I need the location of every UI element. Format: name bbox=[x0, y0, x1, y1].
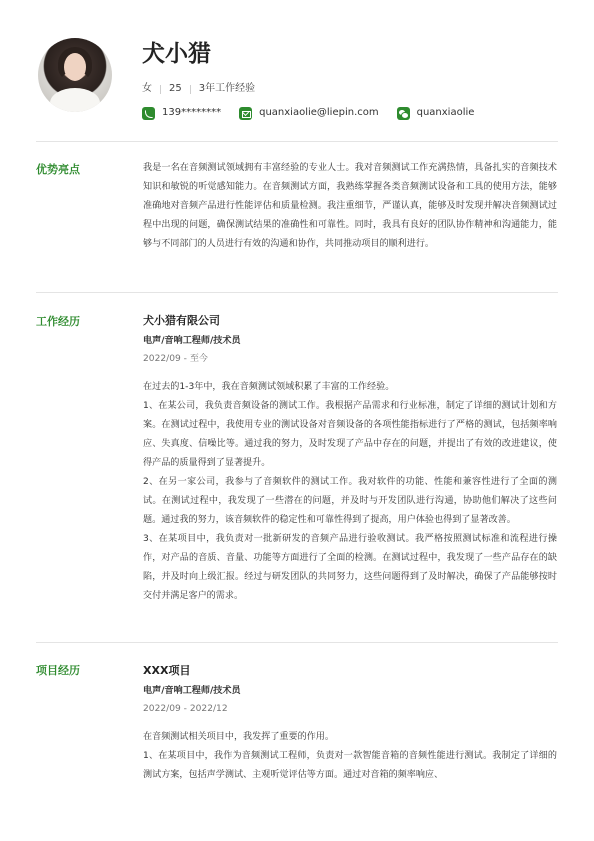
age: 25 bbox=[169, 83, 182, 94]
section-title-work: 工作经历 bbox=[36, 315, 80, 328]
advantages-content bbox=[143, 159, 557, 254]
advantages-text: 我是一名在音频测试领域拥有丰富经验的专业人士。我对音频测试工作充满热情，具备扎实的音频技术知识和敏锐的听觉感知能力。在音频测试方面，我熟练掌握各类音频测试设备和工具的使用方法，能够准确地对音频产品进行性能评估和质量检测。我注重细节，严谨认真，能够及时发现并解决音频测试过程中出现的问题，确保测试结果的准确性和可靠性。同时，我具有良好的团队协作精神和沟通能力，能够与不同部门的人员进行有效的沟通和协作，共同推动项目的顺利进行。 bbox=[143, 163, 557, 249]
section-divider bbox=[36, 141, 558, 142]
section-title-advantages: 优势亮点 bbox=[36, 163, 80, 176]
phone-icon bbox=[142, 107, 155, 120]
work-paragraph: 2、在另一家公司，我参与了音频软件的测试工作。我对软件的功能、性能和兼容性进行了全面的测试。在测试过程中，我发现了一些潜在的问题，并及时与开发团队进行沟通，协助他们解决了这些问题。通过我的努力，该音频软件的稳定性和可靠性得到了提高，用户体验也得到了显著改善。 bbox=[143, 477, 557, 525]
project-date: 2022/09 - 2022/12 bbox=[143, 704, 228, 714]
contact-phone bbox=[142, 106, 221, 120]
wechat-id: quanxiaolie bbox=[416, 107, 475, 118]
project-description bbox=[143, 728, 557, 785]
project-name: XXX项目 bbox=[143, 664, 191, 677]
project-role: 电声/音响工程师/技术员 bbox=[143, 686, 241, 696]
work-description bbox=[143, 378, 557, 606]
work-paragraph: 1、在某公司，我负责音频设备的测试工作。我根据产品需求和行业标准，制定了详细的测试计划和方案。在测试过程中，我使用专业的测试设备对音频设备的各项性能指标进行了严格的测试，包括频率响应、失真度、信噪比等。通过我的努力，及时发现了产品中存在的问题，并提出了有效的改进建议，使得产品的质量得到了显著提升。 bbox=[143, 401, 557, 468]
avatar-body-shape bbox=[50, 88, 100, 112]
contact-wechat bbox=[397, 106, 475, 120]
info-separator bbox=[190, 85, 191, 94]
project-paragraph: 1、在某项目中，我作为音频测试工程师，负责对一款智能音箱的音频性能进行测试。我制定了详细的测试方案，包括声学测试、主观听觉评估等方面。通过对音箱的频率响应、 bbox=[143, 751, 557, 780]
work-experience-years: 3年工作经验 bbox=[198, 83, 256, 94]
section-divider bbox=[36, 642, 558, 643]
info-separator bbox=[160, 85, 161, 94]
basic-info bbox=[142, 82, 255, 96]
gender: 女 bbox=[142, 83, 152, 94]
contact-email[interactable] bbox=[239, 106, 379, 120]
candidate-name: 犬小猎 bbox=[142, 41, 211, 67]
phone-number: 139******** bbox=[162, 107, 222, 118]
job-role: 电声/音响工程师/技术员 bbox=[143, 336, 241, 346]
project-paragraph: 在音频测试相关项目中，我发挥了重要的作用。 bbox=[143, 732, 334, 742]
avatar bbox=[38, 38, 112, 112]
avatar-face-shape bbox=[64, 53, 86, 81]
email-address[interactable]: quanxiaolie@liepin.com bbox=[259, 107, 379, 118]
company-name: 犬小猎有限公司 bbox=[143, 314, 220, 327]
wechat-icon bbox=[397, 107, 410, 120]
project-content bbox=[143, 663, 557, 785]
work-paragraph: 3、在某项目中，我负责对一批新研发的音频产品进行验收测试。我严格按照测试标准和流程进行操作，对产品的音质、音量、功能等方面进行了全面的检测。在测试过程中，我发现了一些产品存在的缺陷，并及时向上级汇报。经过与研发团队的共同努力，这些问题得到了及时解决，确保了产品能够按时交付并满足客户的需求。 bbox=[143, 534, 557, 601]
contact-info bbox=[142, 106, 492, 120]
work-content bbox=[143, 313, 557, 606]
resume-header bbox=[36, 36, 558, 126]
work-date: 2022/09 - 至今 bbox=[143, 354, 209, 364]
work-paragraph: 在过去的1-3年中，我在音频测试领域积累了丰富的工作经验。 bbox=[143, 382, 395, 392]
section-divider bbox=[36, 292, 558, 293]
mail-icon bbox=[239, 107, 252, 120]
section-title-project: 项目经历 bbox=[36, 664, 80, 677]
